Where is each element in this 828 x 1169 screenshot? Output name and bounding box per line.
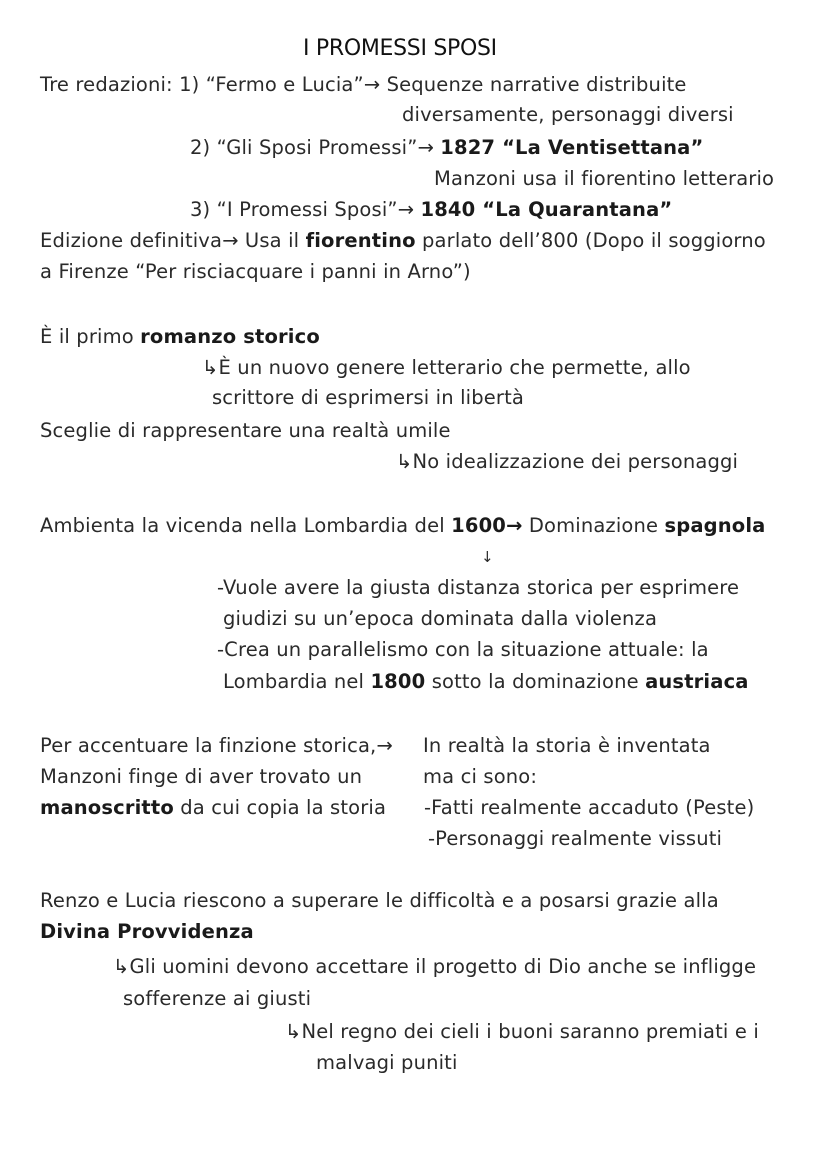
redazione-2 (190, 136, 703, 160)
down-arrow-icon: ↓ (481, 548, 494, 566)
finzione-left-3 (40, 796, 386, 820)
provvidenza-sub-2a: ↳Nel regno dei cieli i buoni saranno premiati e i (285, 1020, 759, 1043)
finzione-right-3: -Fatti realmente accaduto (Peste) (424, 796, 755, 819)
redazione-1-label: Tre redazioni: 1) “Fermo e Lucia”→ (40, 73, 387, 96)
ambienta-point-1a: -Vuole avere la giusta distanza storica per esprimere (217, 576, 740, 599)
redazione-1-desc: Sequenze narrative distribuite (386, 73, 687, 96)
finzione-left-2: Manzoni finge di aver trovato un (40, 765, 363, 788)
realta-umile: Sceglie di rappresentare una realtà umile (40, 419, 451, 442)
ambienta-point-2b (223, 670, 749, 694)
ambienta-text-b: Dominazione (522, 514, 665, 537)
page-title: I PROMESSI SPOSI (303, 36, 497, 61)
edizione-text-a: Edizione definitiva→ Usa il (40, 229, 306, 252)
romanzo-bold: romanzo storico (140, 325, 320, 348)
ambienta-spagnola: spagnola (664, 514, 766, 537)
romanzo-sub-1: ↳È un nuovo genere letterario che permette, allo (202, 356, 691, 379)
redazione-1-desc-cont: diversamente, personaggi diversi (402, 103, 734, 126)
finzione-right-1: In realtà la storia è inventata (423, 734, 711, 757)
provvidenza-line: Renzo e Lucia riescono a superare le difficoltà e a posarsi grazie alla (40, 889, 719, 912)
redazioni-intro (40, 73, 687, 97)
p2b-text: Lombardia nel (223, 670, 371, 693)
edizione-fiorentino: fiorentino (305, 229, 416, 252)
ambienta-point-2a: -Crea un parallelismo con la situazione attuale: la (217, 638, 709, 661)
finzione-right-4: -Personaggi realmente vissuti (428, 827, 723, 850)
redazione-3-label: 3) “I Promessi Sposi”→ (190, 198, 421, 221)
romanzo-storico (40, 325, 320, 349)
ambienta-year: 1600→ (451, 514, 523, 537)
provvidenza-sub-1b: sofferenze ai giusti (123, 987, 312, 1010)
redazione-2-label: 2) “Gli Sposi Promessi”→ (190, 136, 441, 159)
ambienta-line (40, 514, 766, 538)
redazione-2-date: 1827 “La Ventisettana” (440, 136, 704, 159)
redazione-3-date: 1840 “La Quarantana” (420, 198, 673, 221)
romanzo-text: È il primo (40, 325, 141, 348)
divina-provvidenza: Divina Provvidenza (40, 920, 254, 943)
provvidenza-sub-2b: malvagi puniti (316, 1051, 458, 1074)
ambienta-point-1b: giudizi su un’epoca dominata dalla violenza (223, 607, 658, 630)
edizione-firenze: a Firenze “Per risciacquare i panni in Arno”) (40, 260, 471, 283)
ambienta-text: Ambienta la vicenda nella Lombardia del (40, 514, 452, 537)
edizione-definitiva (40, 229, 766, 253)
finzione-right-2: ma ci sono: (423, 765, 538, 788)
p2b-text-b: sotto la dominazione (425, 670, 646, 693)
redazione-2-desc: Manzoni usa il fiorentino letterario (434, 167, 775, 190)
no-idealizzazione: ↳No idealizzazione dei personaggi (396, 450, 739, 473)
romanzo-sub-2: scrittore di esprimersi in libertà (212, 386, 524, 409)
redazione-3 (190, 198, 672, 222)
p2b-year: 1800 (370, 670, 426, 693)
finzione-left-1: Per accentuare la finzione storica,→ (40, 734, 393, 757)
manoscritto: manoscritto (40, 796, 174, 819)
p2b-austriaca: austriaca (645, 670, 749, 693)
edizione-text-b: parlato dell’800 (Dopo il soggiorno (415, 229, 766, 252)
provvidenza-sub-1a: ↳Gli uomini devono accettare il progetto di Dio anche se infligge (113, 955, 757, 978)
finzione-left-3-text: da cui copia la storia (173, 796, 387, 819)
